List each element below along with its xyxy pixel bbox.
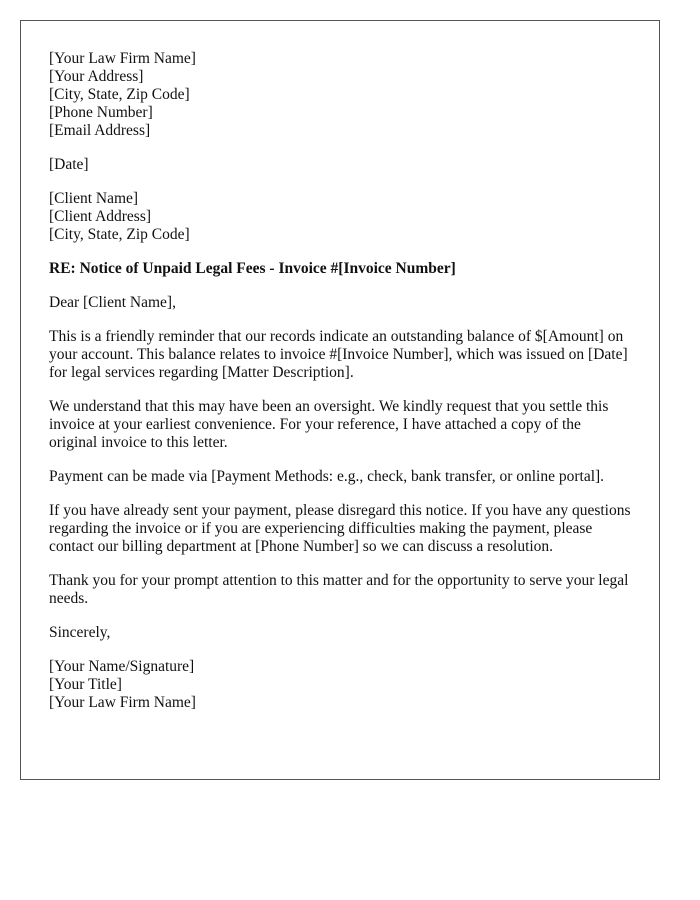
signature-title: [Your Title] — [49, 676, 122, 693]
recipient-city-state-zip: [City, State, Zip Code] — [49, 226, 190, 243]
subject-block — [49, 260, 631, 278]
closing-block — [49, 624, 631, 642]
letter-date: [Date] — [49, 156, 89, 173]
recipient-block — [49, 190, 631, 244]
signature-block — [49, 658, 631, 712]
closing: Sincerely, — [49, 624, 111, 641]
sender-city-state-zip: [City, State, Zip Code] — [49, 86, 190, 103]
subject-line: RE: Notice of Unpaid Legal Fees - Invoice #[Invoice Number] — [49, 260, 456, 277]
sender-firm-name: [Your Law Firm Name] — [49, 50, 196, 67]
signature-firm-name: [Your Law Firm Name] — [49, 694, 196, 711]
salutation: Dear [Client Name], — [49, 294, 176, 311]
sender-phone: [Phone Number] — [49, 104, 153, 121]
signature-name: [Your Name/Signature] — [49, 658, 195, 675]
body-paragraph-payment-methods: Payment can be made via [Payment Methods: e.g., check, bank transfer, or online portal]. — [49, 468, 605, 485]
letter-page — [20, 20, 660, 780]
body-paragraph-thanks: Thank you for your prompt attention to this matter and for the opportunity to serve your legal needs. — [49, 572, 629, 607]
sender-block — [49, 50, 631, 140]
body-paragraph-contact: If you have already sent your payment, please disregard this notice. If you have any questions regarding the invoice or if you are experiencing difficulties making the payment, please contact our billing department at [Phone Number] so we can discuss a resolution. — [49, 502, 631, 555]
recipient-name: [Client Name] — [49, 190, 139, 207]
recipient-address: [Client Address] — [49, 208, 152, 225]
sender-email: [Email Address] — [49, 122, 151, 139]
salutation-block — [49, 294, 631, 312]
sender-address: [Your Address] — [49, 68, 144, 85]
body-paragraph-request: We understand that this may have been an oversight. We kindly request that you settle this invoice at your earliest convenience. For your reference, I have attached a copy of the original invoice to this letter. — [49, 398, 609, 451]
body-paragraph-balance: This is a friendly reminder that our records indicate an outstanding balance of $[Amount] on your account. This balance relates to invoice #[Invoice Number], which was issued on [Date] for legal services regarding [Matter Description]. — [49, 328, 628, 381]
date-block — [49, 156, 631, 174]
